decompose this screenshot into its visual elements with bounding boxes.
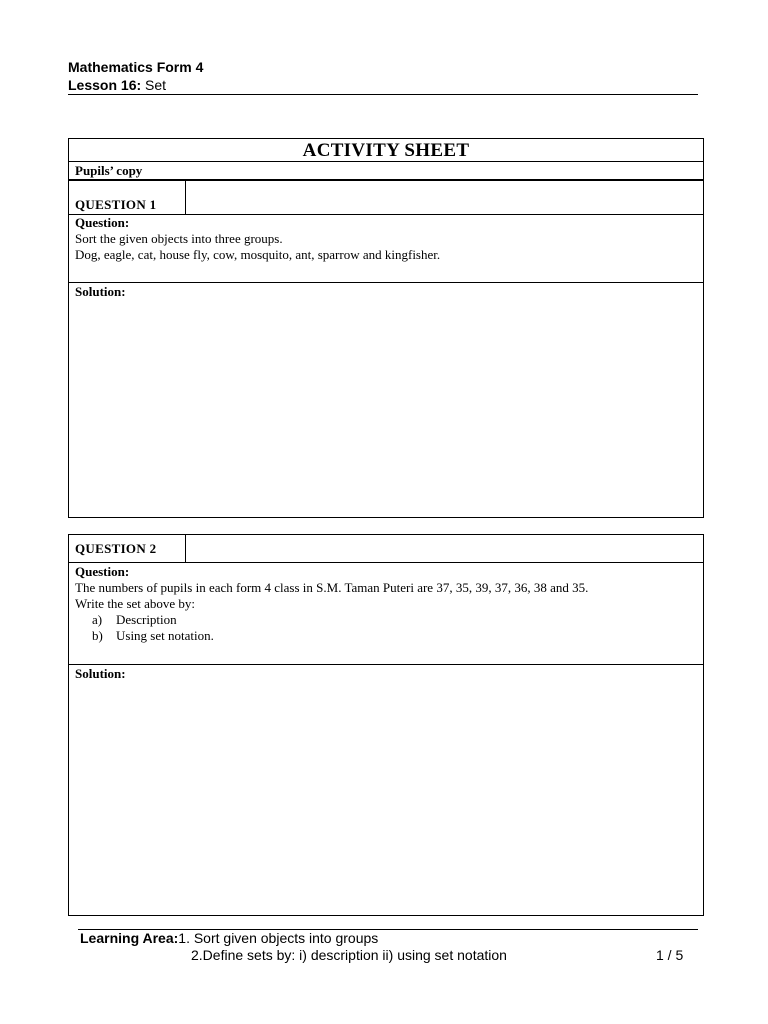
item-a-marker: a) (92, 612, 103, 627)
question-1-label: QUESTION 1 (75, 197, 157, 212)
subject-title: Mathematics Form 4 (68, 59, 204, 75)
question-2-line-2: Write the set above by: (75, 596, 196, 611)
lesson-line (68, 77, 166, 93)
question-2-question-row (69, 563, 703, 665)
question-1-header-divider (185, 181, 186, 214)
question-2-box (68, 534, 704, 916)
learning-area-item-2: 2.Define sets by: i) description ii) using set notation (191, 947, 507, 963)
item-b-text: Using set notation. (116, 628, 214, 643)
question-1-header-row (69, 181, 703, 215)
footer-line-1 (80, 930, 378, 947)
learning-area-item-1: 1. Sort given objects into groups (178, 930, 379, 946)
question-2-line-1: The numbers of pupils in each form 4 class in S.M. Taman Puteri are 37, 35, 39, 37, 36, 38 and 35. (75, 580, 589, 595)
question-2-text (75, 564, 697, 644)
question-2-header-divider (185, 535, 186, 562)
question-2-solution-area[interactable] (69, 683, 703, 915)
pupils-copy-label: Pupils’ copy (75, 163, 143, 178)
learning-area-label: Learning Area: (80, 930, 179, 946)
activity-sheet-box (68, 138, 704, 180)
question-1-heading: Question: (75, 215, 130, 230)
question-1-line-2: Dog, eagle, cat, house fly, cow, mosquito, ant, sparrow and kingfisher. (75, 247, 441, 262)
header-rule (68, 94, 698, 95)
question-1-solution-area[interactable] (69, 301, 703, 517)
question-2-heading: Question: (75, 564, 130, 579)
question-1-box (68, 180, 704, 518)
question-1-line-1: Sort the given objects into three groups. (75, 231, 283, 246)
question-1-question-row (69, 215, 703, 283)
lesson-topic: Set (145, 77, 167, 93)
question-2-label: QUESTION 2 (75, 541, 157, 556)
question-2-item-a (75, 612, 697, 628)
lesson-label: Lesson 16: (68, 77, 142, 93)
question-2-subitems (75, 612, 697, 644)
question-1-text (75, 215, 697, 263)
item-b-marker: b) (92, 628, 103, 643)
question-2-item-b (75, 628, 697, 644)
question-2-solution-heading: Solution: (75, 666, 126, 681)
item-a-text: Description (116, 612, 177, 627)
question-1-solution-heading: Solution: (75, 284, 126, 299)
page-number: 1 / 5 (656, 947, 684, 963)
question-2-header-row (69, 535, 703, 563)
activity-sheet-title: ACTIVITY SHEET (69, 139, 703, 162)
